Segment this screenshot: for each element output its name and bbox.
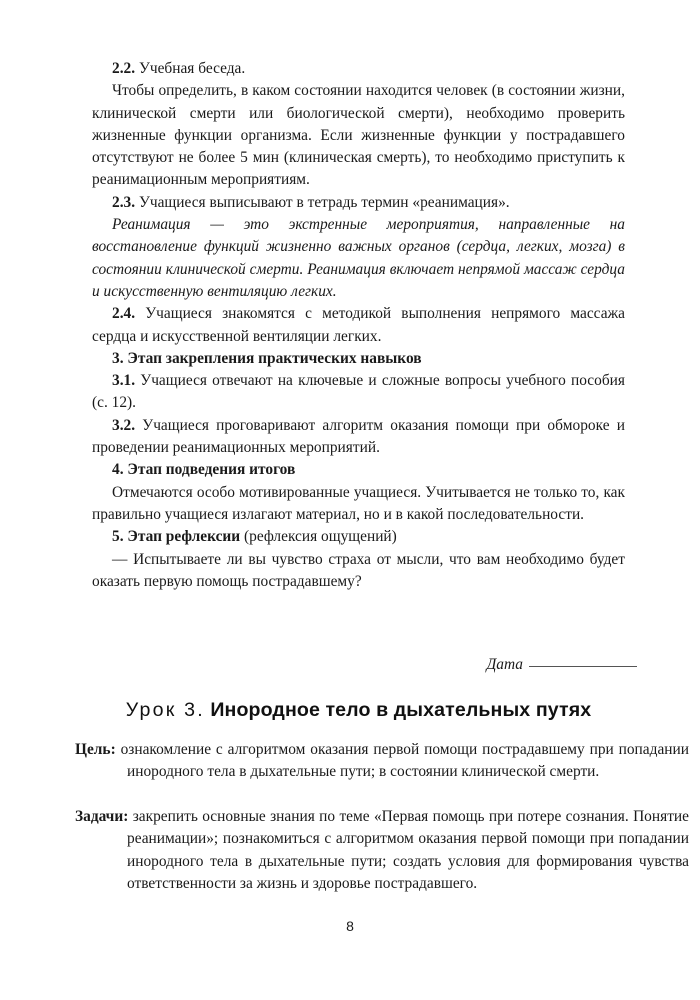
paragraph-text: Учебная беседа. [135,60,246,77]
heading-subtext: (рефлексия ощущений) [240,528,397,546]
heading-stage-3 [92,348,625,370]
heading-stage-5 [92,526,625,548]
paragraph-number: 3.1. [112,372,136,390]
main-text-column [92,58,625,593]
paragraph-number: 3.2. [112,416,136,434]
definition-text: закрепить основные знания по теме «Первая помощь при потере сознания. Понятие реанимации»; познакомиться с алгоритмом оказания первой помощи при попадании инородного тела в дыхательные пути; создать условия для формирования чувства ответственности за жизнь и здоровье пострадавшего. [127,808,689,892]
definition-objectives [75,806,689,895]
paragraph-2-2 [92,58,625,80]
paragraph-2-3 [92,192,625,214]
paragraph-text: Учащиеся выписывают в тетрадь термин «реанимация». [135,193,510,211]
heading-text: 3. Этап закрепления практических навыков [112,349,422,367]
date-blank-rule [529,666,637,667]
paragraph-3-1 [92,370,625,415]
definition-text: ознакомление с алгоритмом оказания первой помощи пострадавшему при попадании инородного тела в дыхательные пути; в состоянии клинической смерти. [115,741,689,781]
date-label: Дата [486,656,523,673]
paragraph-intro: Чтобы определить, в каком состоянии находится человек (в состоянии жизни, клинической смерти или биологической смерти), необходимо проверить жизненные функции организма. Если жизненные функции у пострадавшего отсутствуют не более 5 мин (клиническая смерть), то необходимо приступить к реанимационным мероприятиям. [92,82,625,189]
paragraph-number: 2.3. [112,193,136,211]
heading-text: 5. Этап рефлексии [112,528,241,546]
paragraph-text: Учащиеся знакомятся с методикой выполнения непрямого массажа сердца и искусственной вентиляции легких. [92,305,625,345]
definition-goal [75,739,689,784]
paragraph-number: 2.4. [112,305,136,323]
lesson-title-text: Инородное тело в дыхательных путях [210,699,592,721]
heading-stage-4 [92,459,625,481]
definition-term: Задачи: [75,808,129,825]
heading-text: 4. Этап подведения итогов [112,461,296,479]
paragraph-number: 2.2. [112,60,136,77]
page-number: 8 [346,918,354,934]
paragraph-reflection-question: — Испытываете ли вы чувство страха от мысли, что вам необходимо будет оказать первую помощь пострадавшему? [92,550,625,590]
definition-term: Цель: [75,741,116,758]
date-line [92,655,637,675]
paragraph-definition-resuscitation: Реанимация — это экстренные мероприятия, направленные на восстановление функций жизненно важных органов (сердца, легких, мозга) в состоянии клинической смерти. Реанимация включает непрямой массаж сердца и искусственную вентиляцию легких. [92,216,625,300]
lesson-title [92,697,625,723]
paragraph-2-4 [92,303,625,348]
paragraph-text: Учащиеся проговаривают алгоритм оказания помощи при обмороке и проведении реанимационных мероприятий. [92,416,625,457]
lesson-number-label: Урок 3. [125,699,205,721]
paragraph-3-2 [92,415,625,460]
paragraph-text: Учащиеся отвечают на ключевые и сложные вопросы учебного пособия (с. 12). [92,372,625,412]
paragraph-summary: Отмечаются особо мотивированные учащиеся. Учитывается не только то, как правильно учащиеся излагают материал, но и в какой последовательности. [92,483,625,523]
